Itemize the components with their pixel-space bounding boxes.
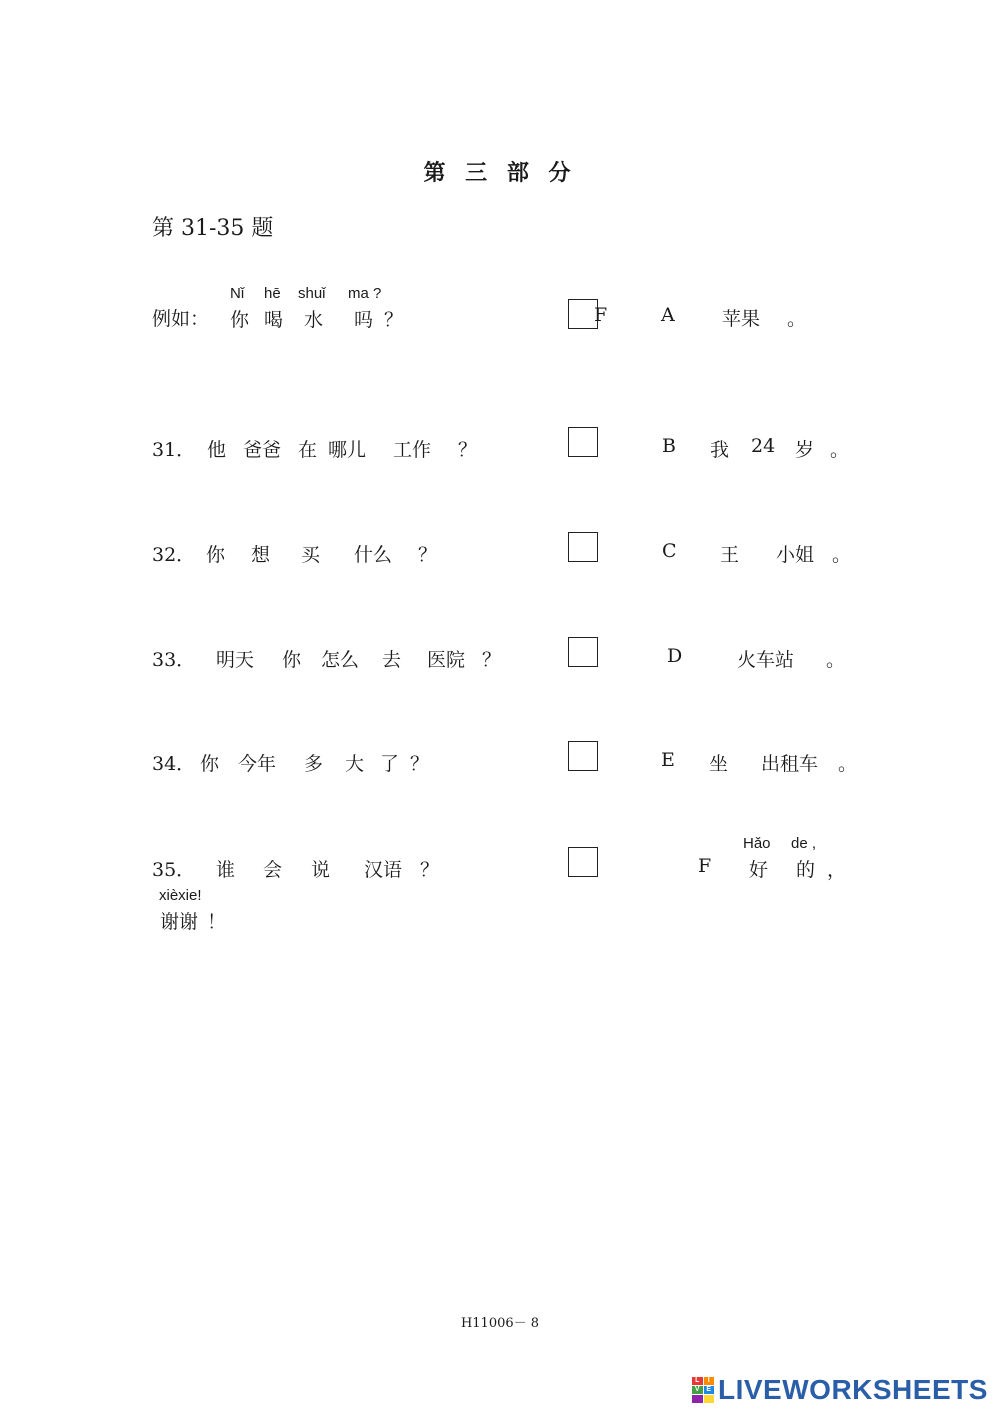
question-word: 怎么 [321, 649, 360, 671]
page-footer: H11006－ 8 [460, 1316, 540, 1331]
question-word: 哪儿 [328, 439, 367, 461]
option-word: 。 [826, 649, 846, 671]
question-number: 33． [152, 649, 196, 671]
question-word: 爸爸 [243, 439, 282, 461]
question-word: 工作 [393, 439, 432, 461]
logo-tile [692, 1395, 703, 1403]
option-word: 火车站 [737, 649, 795, 671]
question-number: 34． [152, 753, 196, 775]
answer-box-31[interactable] [568, 427, 598, 457]
answer-box-32[interactable] [568, 532, 598, 562]
question-word: 明天 [216, 649, 255, 671]
question-word: ？ [418, 544, 438, 566]
option-letter: A [661, 304, 675, 326]
option-letter: D [667, 645, 683, 667]
page-title: 第 三 部 分 [423, 160, 577, 186]
question-range: 第 31-35 题 [152, 216, 274, 241]
example-pinyin-2: hē [264, 285, 281, 302]
question-word: 说 [311, 859, 331, 881]
question-word: 你 [206, 544, 226, 566]
example-char-4: 吗 [354, 309, 374, 331]
example-char-1: 你 [230, 309, 250, 331]
example-label: 例如： [152, 308, 210, 330]
option-word: 坐 [709, 753, 729, 775]
question-word: 他 [207, 439, 227, 461]
example-char-5: ？ [384, 309, 404, 331]
logo-tile: L [692, 1377, 703, 1385]
answer-box-33[interactable] [568, 637, 598, 667]
answer-box-35[interactable] [568, 847, 598, 877]
question-word: 你 [282, 649, 302, 671]
example-answer: F [594, 304, 608, 326]
example-char-3: 水 [304, 309, 324, 331]
option-word: 24 [751, 435, 776, 457]
example-char-2: 喝 [264, 309, 284, 331]
option-word: 我 [710, 439, 730, 461]
option-word: 。 [832, 544, 852, 566]
brand-watermark [692, 1374, 988, 1406]
question-word: ？ [458, 439, 478, 461]
question-word: 多 [304, 753, 324, 775]
option-word: 好 [749, 859, 769, 881]
option-word: 。 [787, 308, 807, 330]
question-word: 什么 [354, 544, 393, 566]
option-word: 的 [796, 859, 816, 881]
option-continuation-pinyin: xièxie! [159, 887, 202, 904]
option-word: 出租车 [761, 753, 819, 775]
question-word: 大 [345, 753, 365, 775]
option-word: 小姐 [776, 544, 815, 566]
answer-box-34[interactable] [568, 741, 598, 771]
option-word: 岁 [795, 439, 815, 461]
brand-name: LIVEWORKSHEETS [718, 1374, 988, 1405]
logo-tile: E [704, 1386, 715, 1394]
liveworksheets-logo-icon [692, 1377, 714, 1403]
question-number: 32． [152, 544, 196, 566]
option-continuation-word: ！ [207, 911, 227, 933]
question-word: ？ [410, 753, 430, 775]
option-word: 王 [720, 544, 740, 566]
option-word: 苹果 [722, 308, 761, 330]
option-pinyin: Hǎo [743, 835, 771, 852]
logo-tile: I [704, 1377, 715, 1385]
question-word: 谁 [216, 859, 236, 881]
option-word: ， [827, 859, 847, 881]
question-word: ？ [420, 859, 440, 881]
option-letter: B [662, 435, 676, 457]
question-word: 会 [263, 859, 283, 881]
option-continuation-word: 谢谢 [160, 911, 199, 933]
question-word: 今年 [238, 753, 277, 775]
option-pinyin: de , [791, 835, 817, 852]
question-word: 你 [200, 753, 220, 775]
example-pinyin-3: shuǐ [298, 285, 326, 302]
question-word: 想 [251, 544, 271, 566]
question-word: 医院 [427, 649, 466, 671]
question-number: 31． [152, 439, 196, 461]
option-word: 。 [838, 753, 858, 775]
logo-tile: V [692, 1386, 703, 1394]
option-letter: C [662, 540, 677, 562]
example-pinyin-4: ma ? [348, 285, 382, 302]
question-number: 35． [152, 859, 196, 881]
option-letter: E [661, 749, 675, 771]
question-word: 去 [382, 649, 402, 671]
logo-tile [704, 1395, 715, 1403]
question-word: 汉语 [364, 859, 403, 881]
example-pinyin-1: Nǐ [230, 285, 245, 302]
question-word: ？ [482, 649, 502, 671]
option-letter: F [698, 855, 712, 877]
question-word: 了 [380, 753, 400, 775]
question-word: 在 [298, 439, 318, 461]
option-word: 。 [830, 439, 850, 461]
question-word: 买 [301, 544, 321, 566]
